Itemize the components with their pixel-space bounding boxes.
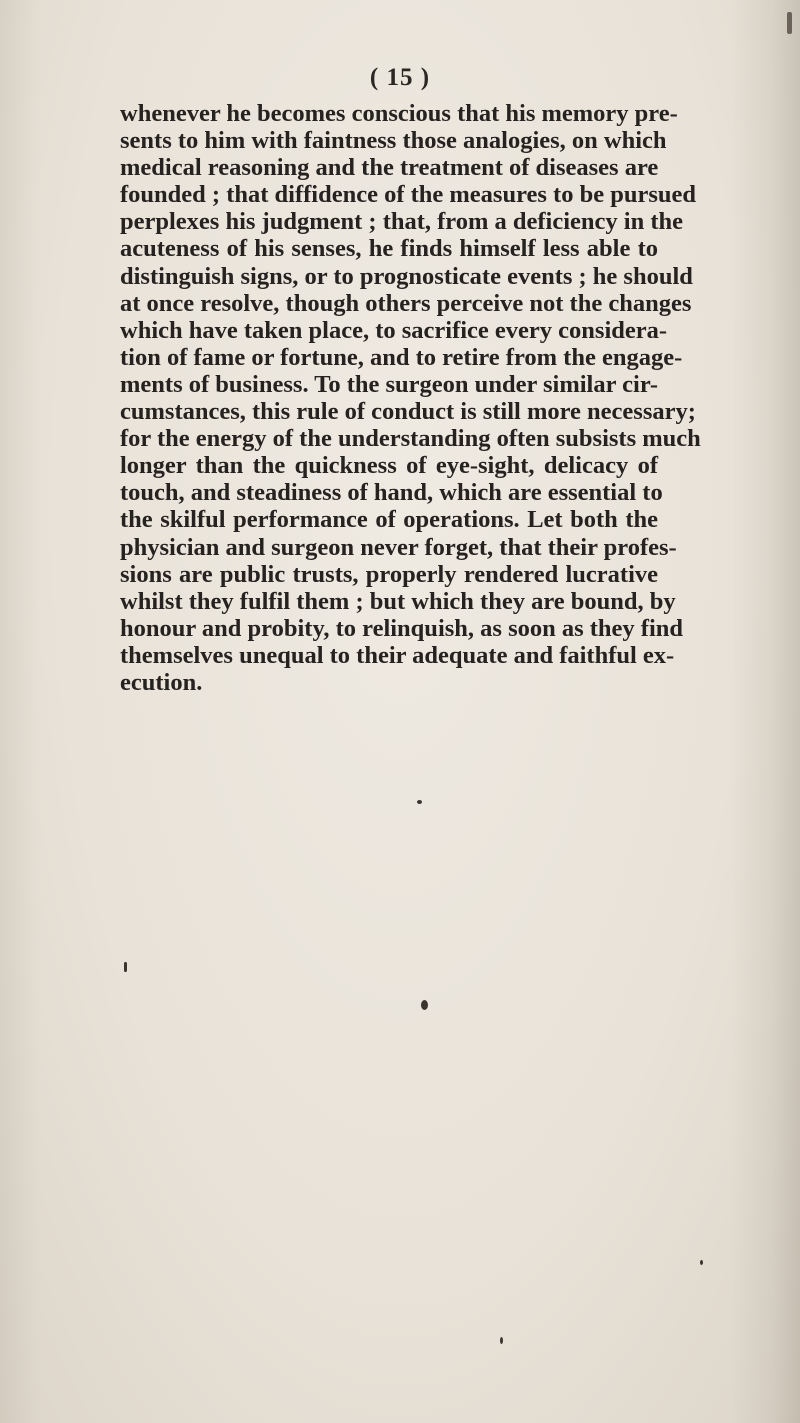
page-number: ( 15 )	[369, 64, 431, 91]
text-line: cumstances, this rule of conduct is still more necessary;	[120, 398, 696, 426]
body-paragraph	[120, 100, 701, 696]
text-line: medical reasoning and the treatment of diseases are	[120, 154, 659, 182]
ink-speck	[124, 962, 127, 972]
ink-speck	[787, 12, 792, 34]
text-line: longer than the quickness of eye-sight, delicacy of	[120, 452, 658, 480]
text-line: at once resolve, though others perceive not the changes	[120, 289, 692, 317]
text-line: tion of fame or fortune, and to retire from the engage-	[120, 343, 683, 371]
text-line: whilst they fulfil them ; but which they are bound, by	[120, 587, 676, 615]
text-line: ecution.	[120, 668, 203, 696]
ink-speck	[417, 800, 422, 804]
ink-speck	[700, 1260, 703, 1265]
text-line: which have taken place, to sacrifice every considera-	[120, 316, 668, 344]
text-line: touch, and steadiness of hand, which are essential to	[120, 479, 663, 507]
page-edge-shadow	[730, 0, 800, 1423]
text-line: the skilful performance of operations. Let both the	[120, 506, 658, 534]
text-line: ments of business. To the surgeon under similar cir-	[120, 370, 658, 398]
text-line: themselves unequal to their adequate and faithful ex-	[120, 641, 675, 669]
text-line: founded ; that diffidence of the measures to be pursued	[120, 181, 696, 209]
ink-speck	[500, 1337, 503, 1344]
text-line: for the energy of the understanding often subsists much	[120, 425, 701, 453]
text-line: distinguish signs, or to prognosticate events ; he should	[120, 262, 693, 290]
text-line: perplexes his judgment ; that, from a deficiency in the	[120, 208, 683, 236]
text-line: sents to him with faintness those analogies, on which	[120, 127, 667, 155]
text-line: acuteness of his senses, he finds himself less able to	[120, 235, 658, 263]
page-gutter-shadow	[0, 0, 40, 1423]
ink-speck	[421, 1000, 428, 1010]
text-line: physician and surgeon never forget, that their profes-	[120, 533, 677, 561]
text-line: whenever he becomes conscious that his memory pre-	[120, 100, 678, 127]
text-line: honour and probity, to relinquish, as soon as they find	[120, 614, 684, 642]
text-line: sions are public trusts, properly rendered lucrative	[120, 560, 658, 588]
